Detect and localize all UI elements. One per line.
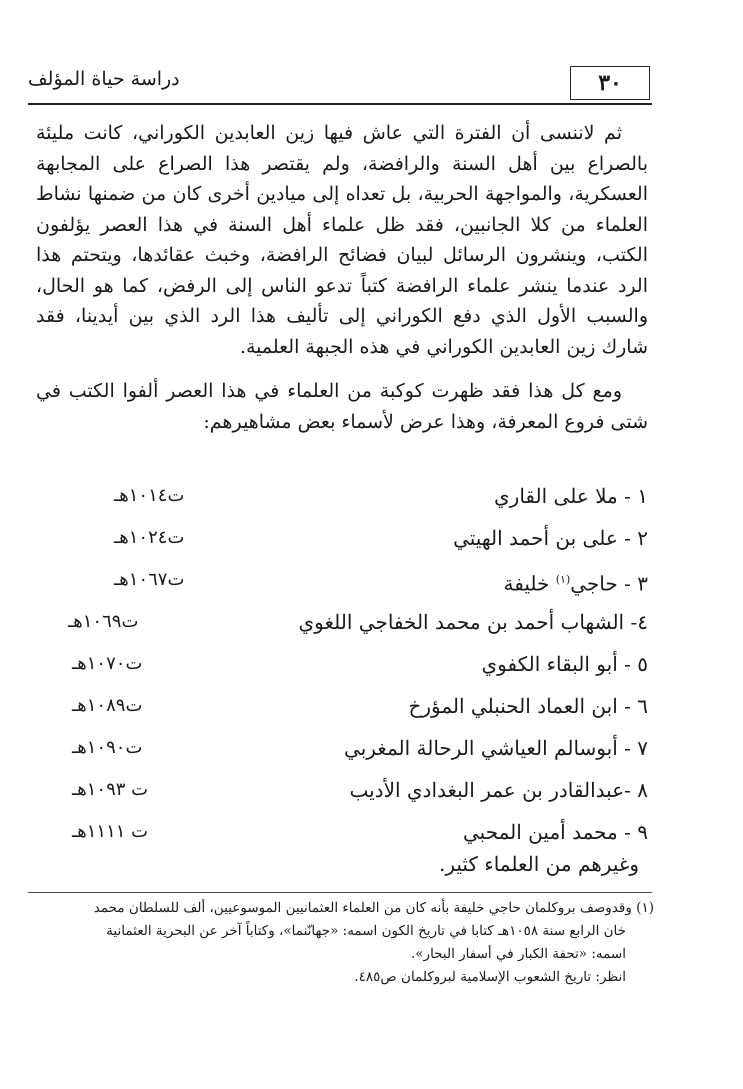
scholar-name: محمد أمين المحبي: [463, 820, 618, 844]
death-date: ت١٠٧٠هـ: [72, 653, 143, 674]
footnote-ref: (١): [555, 573, 571, 586]
footnote-line: (١) وقدوصف بروكلمان حاجي خليفة بأنه كان من العلماء العثمانيين الموسوعيين، ألف للسلطان محمد: [93, 900, 654, 916]
list-item: ٣ - حاجي$^{(١)}$ خليفة ت١٠٦٧هـ: [28, 559, 648, 601]
body-text: [36, 118, 648, 437]
list-item: ٩ - محمد أمين المحبي ت ١١١١هـ: [28, 811, 648, 853]
death-date: ت١٠٩٠هـ: [72, 737, 143, 758]
death-date: ت١٠٨٩هـ: [72, 695, 143, 716]
death-date: ت١٠١٤هـ: [114, 485, 185, 506]
list-item: ١ - ملا على القاري ت١٠١٤هـ: [28, 475, 648, 517]
item-number: ٨: [637, 778, 648, 802]
closing-sentence: وغيرهم من العلماء كثير.: [438, 852, 639, 876]
item-number: ٩: [637, 820, 648, 844]
page-number: ٣٠: [570, 66, 650, 100]
running-title: دراسة حياة المؤلف: [28, 68, 180, 90]
scholar-name: عبدالقادر بن عمر البغدادي الأديب: [349, 778, 625, 802]
death-date: ت١٠٦٩هـ: [68, 611, 139, 632]
item-number: ٣: [637, 571, 648, 596]
list-item: ٦ - ابن العماد الحنبلي المؤرخ ت١٠٨٩هـ: [28, 685, 648, 727]
scholar-list: [28, 475, 648, 853]
death-date: ت ١١١١هـ: [72, 821, 149, 842]
footnote-line: اسمه: «تحفة الكبار في أسفار البحار».: [411, 946, 626, 962]
footnote-line: خان الرابع سنة ١٠٥٨هـ كتابا في تاريخ الكون اسمه: «جهانّنما»، وكتاباً آخر عن البحرية العثمانية: [106, 923, 626, 939]
item-number: ٢: [637, 526, 648, 550]
item-number: ١: [637, 484, 648, 508]
scholar-name: ابن العماد الحنبلي المؤرخ: [408, 694, 618, 718]
scholar-name: على بن أحمد الهيتي: [453, 526, 618, 550]
footnote-rule: [28, 892, 652, 893]
death-date: ت١٠٦٧هـ: [114, 569, 185, 590]
header-rule: [28, 103, 652, 105]
list-item: ٥ - أبو البقاء الكفوي ت١٠٧٠هـ: [28, 643, 648, 685]
death-date: ت١٠٢٤هـ: [114, 527, 185, 548]
footnotes: [24, 897, 654, 989]
paragraph: ومع كل هذا فقد ظهرت كوكبة من العلماء في هذا العصر ألفوا الكتب في شتى فروع المعرفة، وهذا عرض لأسماء بعض مشاهيرهم:: [36, 380, 648, 433]
list-item: ٤- الشهاب أحمد بن محمد الخفاجي اللغوي ت١٠٦٩هـ: [28, 601, 648, 643]
list-item: ٧ - أبوسالم العياشي الرحالة المغربي ت١٠٩٠هـ: [28, 727, 648, 769]
footnote-source: انظر: تاريخ الشعوب الإسلامية لبروكلمان ص٤٨٥.: [354, 969, 626, 985]
scholar-name: الشهاب أحمد بن محمد الخفاجي اللغوي: [298, 610, 625, 634]
scholar-name: ملا على القاري: [494, 484, 618, 508]
scholar-name: حاجي: [570, 571, 618, 596]
item-number: ٤: [637, 610, 648, 634]
paragraph: ثم لاننسى أن الفترة التي عاش فيها زين العابدين الكوراني، كانت مليئة بالصراع بين أهل السنة والرافضة، ولم يقتصر هذا الصراع على المجابهة العسكرية، والمواجهة الحربية، بل تعداه إلى ميادين أخرى كان من ضمنها نشاط العلماء من كلا الجانبين، فقد ظل علماء أهل السنة في هذا العصر يؤلفون الكتب، وينشرون الرسائل لبيان فضائح الرافضة، وخبث عقائدها، ويتحتم هذا الرد عندما ينشر علماء الرافضة كتباً تدعو الناس إلى الرفض، كما هو الحال، والسبب الأول الذي دفع الكوراني إلى تأليف هذا الرد الذي بين أيدينا، فقد شارك زين العابدين الكوراني في هذه الجبهة العلمية.: [36, 122, 648, 358]
item-number: ٦: [637, 694, 648, 718]
scholar-name-suffix: خليفة: [503, 571, 550, 596]
death-date: ت ١٠٩٣هـ: [72, 779, 149, 800]
item-number: ٥: [637, 652, 648, 676]
page-header: [28, 66, 650, 102]
list-item: ٢ - على بن أحمد الهيتي ت١٠٢٤هـ: [28, 517, 648, 559]
scholar-name: أبو البقاء الكفوي: [481, 652, 618, 676]
item-number: ٧: [637, 736, 648, 760]
scholar-name: أبوسالم العياشي الرحالة المغربي: [344, 736, 618, 760]
list-item: ٨ -عبدالقادر بن عمر البغدادي الأديب ت ١٠٩٣هـ: [28, 769, 648, 811]
